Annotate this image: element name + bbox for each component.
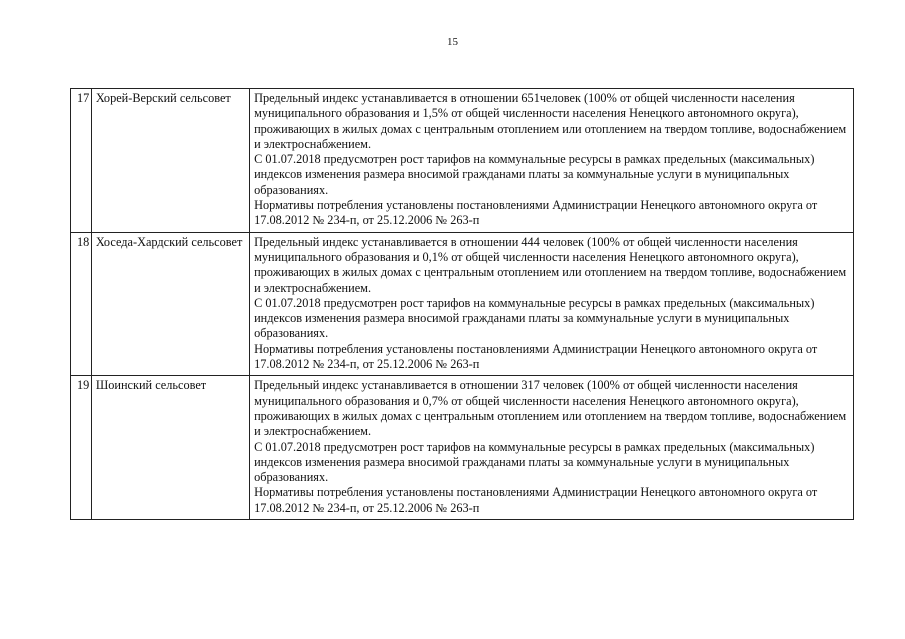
- description-paragraph: С 01.07.2018 предусмотрен рост тарифов на коммунальные ресурсы в рамках предельных (максимальных) индексов изменения размера вносимой гражданами платы за коммунальные услуги в муниципальных образованиях.: [254, 439, 815, 485]
- row-number: 19: [71, 376, 92, 520]
- municipality-name: Хорей-Верский сельсовет: [91, 89, 249, 233]
- row-description: [250, 232, 854, 376]
- table-row: [71, 89, 854, 233]
- description-paragraph: С 01.07.2018 предусмотрен рост тарифов на коммунальные ресурсы в рамках предельных (максимальных) индексов изменения размера вносимой гражданами платы за коммунальные услуги в муниципальных образованиях.: [254, 295, 815, 341]
- row-description: [250, 376, 854, 520]
- row-description: [250, 89, 854, 233]
- description-paragraph: Нормативы потребления установлены постановлениями Администрации Ненецкого автономного округа от 17.08.2012 № 234-п, от 25.12.2006 № 263-п: [254, 485, 818, 515]
- table-row: [71, 376, 854, 520]
- municipality-name: Шоинский сельсовет: [91, 376, 249, 520]
- description-paragraph: Нормативы потребления установлены постановлениями Администрации Ненецкого автономного округа от 17.08.2012 № 234-п, от 25.12.2006 № 263-п: [254, 341, 818, 372]
- row-number: 17: [71, 89, 92, 233]
- description-paragraph: Предельный индекс устанавливается в отношении 444 человек (100% от общей численности населения муниципального образования и 0,1% от общей численности населения Ненецкого автономного округа), проживающих в жилых домах с центральным отоплением или отоплением на твердом топливе, водоснабжением и электроснабжением.: [254, 234, 847, 295]
- document-table: [70, 88, 854, 520]
- description-paragraph: Предельный индекс устанавливается в отношении 651человек (100% от общей численности населения муниципального образования и 1,5% от общей численности населения Ненецкого автономного округа), проживающих в жилых домах с центральным отоплением или отоплением на твердом топливе, водоснабжением и электроснабжением.: [254, 91, 847, 151]
- description-paragraph: Предельный индекс устанавливается в отношении 317 человек (100% от общей численности населения муниципального образования и 0,7% от общей численности населения Ненецкого автономного округа), проживающих в жилых домах с центральным отоплением или отоплением на твердом топливе, водоснабжением и электроснабжением.: [254, 378, 847, 439]
- table-row: [71, 232, 854, 376]
- description-paragraph: Нормативы потребления установлены постановлениями Администрации Ненецкого автономного округа от 17.08.2012 № 234-п, от 25.12.2006 № 263-п: [254, 198, 818, 228]
- row-number: 18: [71, 232, 92, 376]
- page-number: 15: [447, 36, 458, 48]
- description-paragraph: С 01.07.2018 предусмотрен рост тарифов на коммунальные ресурсы в рамках предельных (максимальных) индексов изменения размера вносимой гражданами платы за коммунальные услуги в муниципальных образованиях.: [254, 152, 815, 197]
- municipality-name: Хоседа-Хардский сельсовет: [91, 232, 249, 376]
